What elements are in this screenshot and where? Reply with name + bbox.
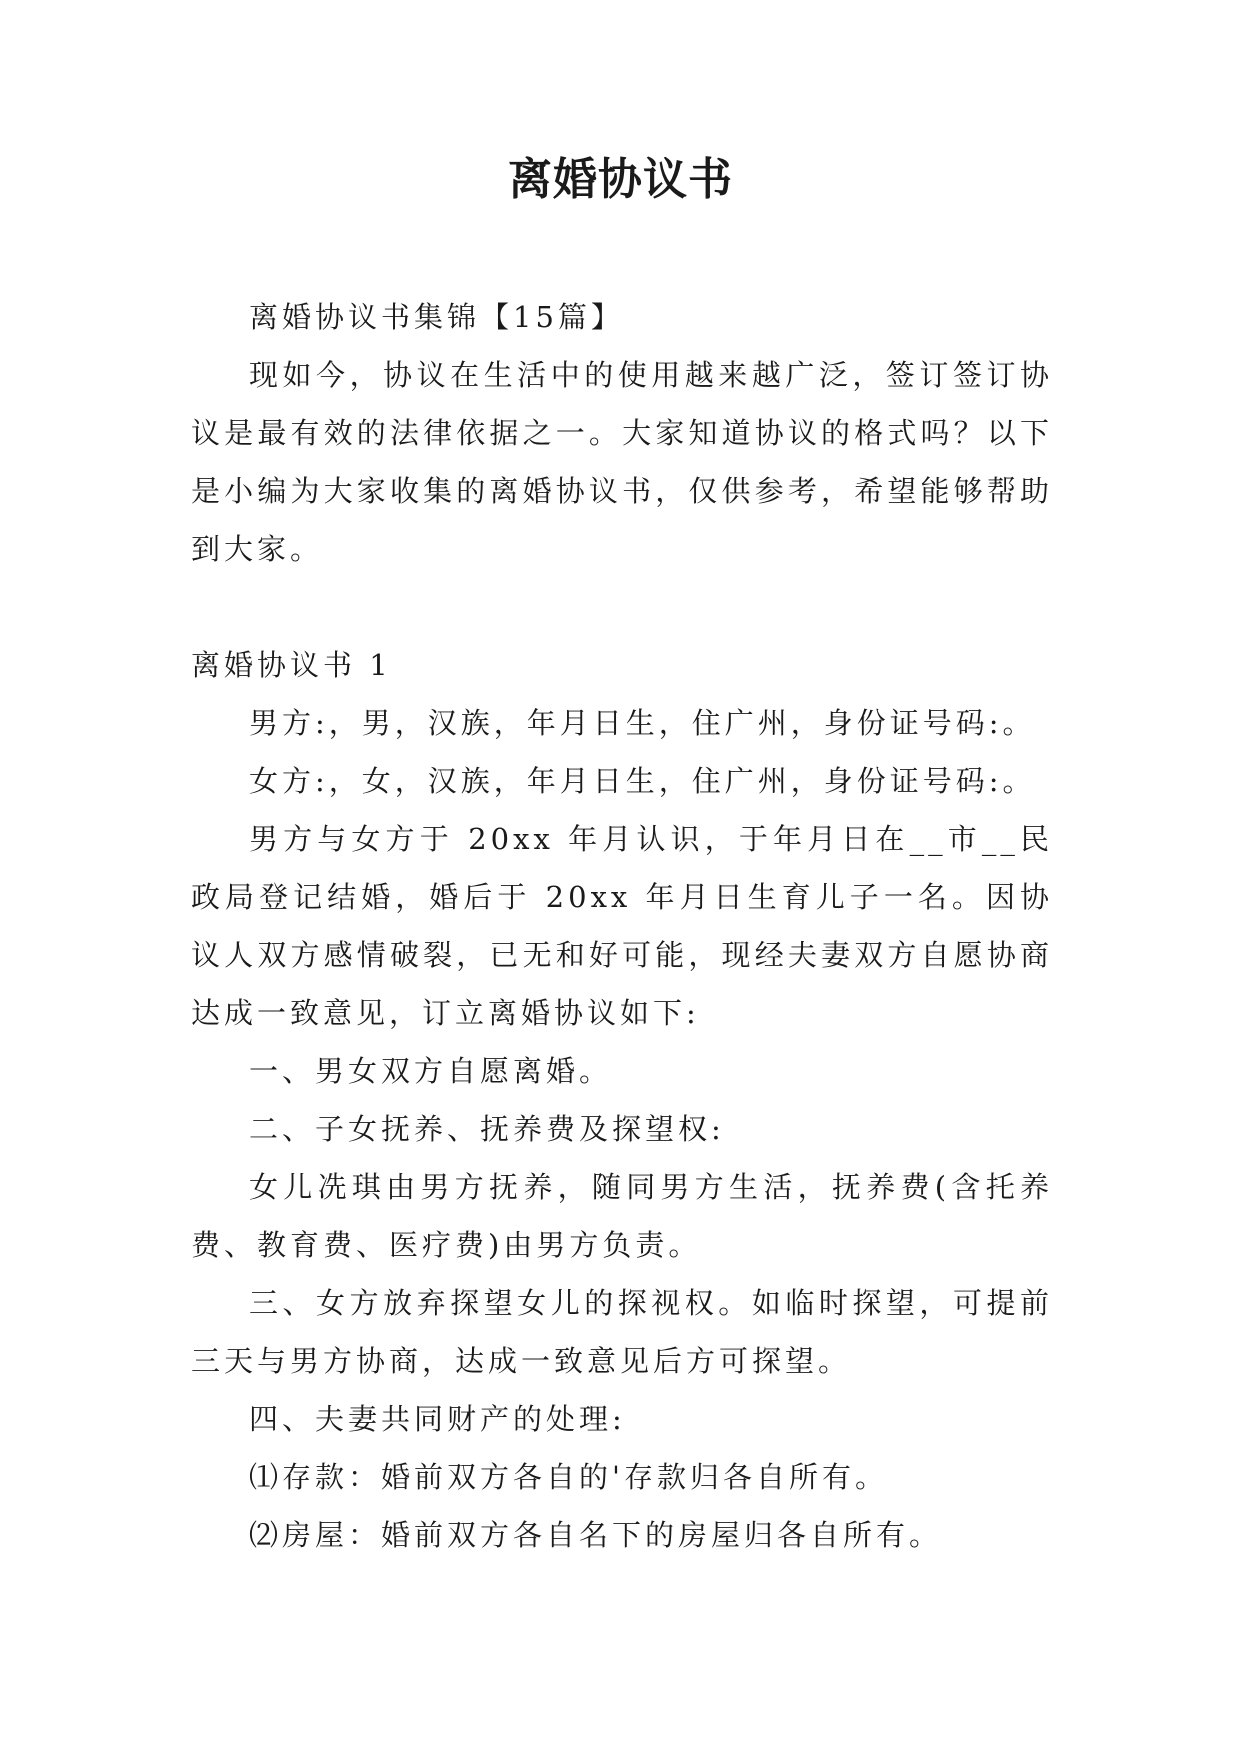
clause-3-paragraph: 三、女方放弃探望女儿的探视权。如临时探望，可提前三天与男方协商，达成一致意见后方可探望。 bbox=[191, 1286, 1053, 1378]
housing-paragraph: ⑵房屋：婚前双方各自名下的房屋归各自所有。 bbox=[249, 1518, 943, 1552]
document-title: 离婚协议书 bbox=[508, 154, 733, 205]
savings-paragraph: ⑴存款：婚前双方各自的'存款归各自所有。 bbox=[249, 1460, 888, 1494]
clause-2-heading: 二、子女抚养、抚养费及探望权: bbox=[249, 1112, 725, 1146]
document-body bbox=[191, 288, 1053, 1564]
party-female-paragraph: 女方:，女，汉族，年月日生，住广州，身份证号码:。 bbox=[249, 764, 1036, 798]
intro-paragraph: 现如今，协议在生活中的使用越来越广泛，签订签订协议是最有效的法律依据之一。大家知道协议的格式吗？以下是小编为大家收集的离婚协议书，仅供参考，希望能够帮助到大家。 bbox=[191, 358, 1053, 566]
clause-4-heading: 四、夫妻共同财产的处理: bbox=[249, 1402, 626, 1436]
section-heading: 离婚协议书 1 bbox=[191, 648, 392, 682]
collection-subtitle: 离婚协议书集锦【15篇】 bbox=[249, 300, 624, 334]
section-spacer bbox=[191, 578, 1053, 636]
custody-paragraph: 女儿冼琪由男方抚养，随同男方生活，抚养费(含托养费、教育费、医疗费)由男方负责。 bbox=[191, 1170, 1053, 1262]
party-male-paragraph: 男方:，男，汉族，年月日生，住广州，身份证号码:。 bbox=[249, 706, 1036, 740]
clause-1-paragraph: 一、男女双方自愿离婚。 bbox=[249, 1054, 613, 1088]
background-paragraph: 男方与女方于 20xx 年月认识，于年月日在__市__民政局登记结婚，婚后于 20xx 年月日生育儿子一名。因协议人双方感情破裂，已无和好可能，现经夫妻双方自愿协商达成一致意见，订立离婚协议如下: bbox=[191, 822, 1053, 1030]
